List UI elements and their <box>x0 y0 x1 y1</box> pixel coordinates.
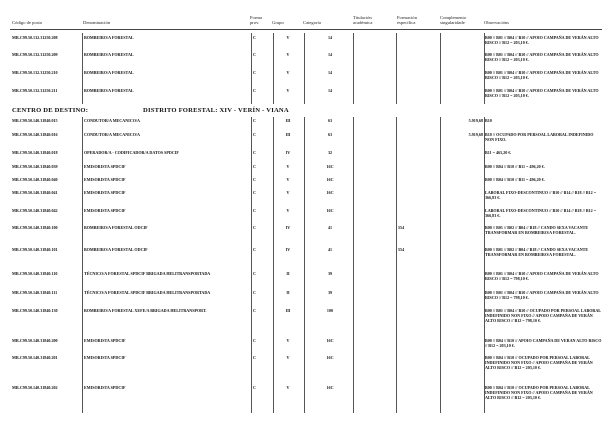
cell-grupo: V <box>286 52 290 57</box>
cell-forma: C <box>253 190 256 195</box>
cell-denominacion: EMISORISTA SPDCIF <box>84 208 126 213</box>
cell-code: MR.C99.50.132.31250.209 <box>12 52 58 57</box>
column-divider <box>304 33 305 104</box>
cell-formacion: 554 <box>398 247 405 252</box>
cell-forma: C <box>253 150 256 155</box>
cell-categoria: 16C <box>326 385 334 390</box>
cell-forma: C <box>253 208 256 213</box>
cell-denominacion: BOMBEIRO/A FORESTAL <box>84 35 134 40</box>
column-divider <box>304 117 305 413</box>
column-divider <box>440 117 441 413</box>
cell-code: MR.C99.50.140.31840.018 <box>12 150 58 155</box>
cell-code: MR.C99.50.140.31840.110 <box>12 271 58 276</box>
cell-categoria: 16C <box>326 164 334 169</box>
cell-observacions: B10 <box>485 118 492 123</box>
cell-code: MR.C99.50.140.31840.041 <box>12 190 58 195</box>
cell-denominacion: EMISORISTA SPDCIF <box>84 190 126 195</box>
cell-categoria: 16C <box>326 177 334 182</box>
cell-grupo: V <box>286 70 290 75</box>
cell-formacion: 554 <box>398 225 405 230</box>
cell-grupo: V <box>286 385 290 390</box>
column-divider <box>353 117 354 413</box>
cell-grupo: III <box>285 132 291 137</box>
cell-categoria: 100 <box>326 308 334 313</box>
column-divider <box>251 33 252 104</box>
cell-code: MR.C99.50.140.31840.039 <box>12 164 58 169</box>
cell-categoria: 63 <box>327 132 333 137</box>
cell-observacions: B00 // B04 // B10 // B11 = 496,20 €. <box>485 177 545 182</box>
cell-categoria: 39 <box>327 271 333 276</box>
cell-code: MR.C99.50.140.31840.016 <box>12 132 58 137</box>
column-divider <box>396 117 397 413</box>
cell-forma: C <box>253 308 256 313</box>
cell-observacions: B00 // B01 // B04 // B10 // APOIO CAMPAÑA DE VERÁN ALTO RISCO // B12 = 203,10 €. <box>485 52 599 62</box>
cell-code: MR.C99.50.140.31840.100 <box>12 225 58 230</box>
cell-forma: C <box>253 88 256 93</box>
cell-observacions: B00 // B01 // B02 // B04 // B18 // CANDO SEXA VACANTE TRANSFORMAR EN BOMBEIRO/A FORESTAL. <box>485 225 589 235</box>
column-divider <box>353 33 354 104</box>
cell-code: MR.C99.50.140.31840.200 <box>12 338 58 343</box>
cell-grupo: III <box>285 308 291 313</box>
cell-categoria: 32 <box>327 150 333 155</box>
cell-complemento: 5.919,68 <box>468 132 483 137</box>
cell-grupo: V <box>286 35 290 40</box>
cell-denominacion: TÉCNICO/A FORESTAL SPDCIF BRIGADA HELITRANSPORTADA <box>84 290 211 295</box>
cell-denominacion: EMISORISTA SPDCIF <box>84 164 126 169</box>
cell-denominacion: TÉCNICO/A FORESTAL SPDCIF BRIGADA HELITRANSPORTADA <box>84 271 211 276</box>
cell-denominacion: CONDUTOR/A MECANICO/A <box>84 118 140 123</box>
header-titulacion: Titulación académica <box>353 15 373 25</box>
cell-categoria: 14 <box>327 35 333 40</box>
cell-categoria: 16C <box>326 355 334 360</box>
cell-denominacion: BOMBEIRO/A FORESTAL ODCIF <box>84 247 148 252</box>
cell-grupo: IV <box>285 150 291 155</box>
column-divider <box>273 117 274 413</box>
cell-observacions: B00 // B04 // B10 // APOIO CAMPAÑA DE VERAN ALTO RISCO // B12 = 203,10 €. <box>485 338 602 348</box>
cell-code: MR.C99.50.140.31840.101 <box>12 247 58 252</box>
cell-grupo: V <box>286 88 290 93</box>
cell-denominacion: BOMBEIRO/A FORESTAL ODCIF <box>84 225 148 230</box>
cell-grupo: IV <box>285 225 291 230</box>
cell-grupo: IV <box>285 247 291 252</box>
column-divider <box>440 33 441 104</box>
cell-forma: C <box>253 132 256 137</box>
cell-code: MR.C99.50.140.31840.202 <box>12 385 58 390</box>
cell-denominacion: BOMBEIRO/A FORESTAL <box>84 52 134 57</box>
cell-denominacion: EMISORISTA SPDCIF <box>84 338 126 343</box>
cell-forma: C <box>253 35 256 40</box>
cell-code: MR.C99.50.140.31840.040 <box>12 177 58 182</box>
header-formacion: Formación específica <box>397 15 417 25</box>
header-observacions: Observacións <box>484 20 510 25</box>
cell-denominacion: EMISORISTA SPDCIF <box>84 355 126 360</box>
header-grupo: Grupo <box>272 20 284 25</box>
cell-observacions: LABORAL FIXO-DESCONTINUO // B10 // B14 // B18 // B12 = 366,83 €. <box>485 208 597 218</box>
cell-denominacion: EMISORISTA SPDCIF <box>84 177 126 182</box>
section-destination: DISTRITO FORESTAL: XIV - VERÍN - VIANA <box>143 107 289 114</box>
cell-grupo: V <box>286 177 290 182</box>
cell-categoria: 16C <box>326 190 334 195</box>
cell-categoria: 16C <box>326 208 334 213</box>
cell-observacions: B00 // B01 // B02 // B04 // B18 // CANDO SEXA VACANTE TRANSFORMAR EN BOMBEIRO/A FORESTAL. <box>485 247 589 257</box>
column-divider <box>82 117 83 413</box>
cell-code: MR.C99.50.132.31250.210 <box>12 70 58 75</box>
cell-grupo: II <box>286 271 290 276</box>
cell-observacions: B00 // B01 // B04 // B10 // APOIO CAMPAÑA DE VERÁN ALTO RISCO // B12 = 203,10 €. <box>485 88 599 98</box>
cell-categoria: 14 <box>327 52 333 57</box>
cell-forma: C <box>253 271 256 276</box>
cell-grupo: V <box>286 164 290 169</box>
cell-categoria: 41 <box>327 247 333 252</box>
cell-observacions: LABORAL FIXO-DESCONTINUO // B10 // B14 // B18 // B12 = 366,83 €. <box>485 190 597 200</box>
cell-forma: C <box>253 338 256 343</box>
cell-forma: C <box>253 118 256 123</box>
cell-forma: C <box>253 385 256 390</box>
header-rule <box>10 29 602 30</box>
cell-code: MR.C99.50.132.31250.208 <box>12 35 58 40</box>
cell-code: MR.C99.50.140.31840.015 <box>12 118 58 123</box>
header-complemento: Complemento singularidade <box>440 15 467 25</box>
header-categoria: Categoría <box>303 20 321 25</box>
cell-observacions: B00 // B04 // B10 // B11 = 496,20 €. <box>485 164 545 169</box>
cell-code: MR.C99.50.140.31840.201 <box>12 355 58 360</box>
cell-forma: C <box>253 164 256 169</box>
cell-grupo: III <box>285 118 291 123</box>
cell-observacions: B00 // B01 // B04 // B10 // APOIO CAMPAÑA DE VERÁN ALTO RISCO // B12 = 203,10 €. <box>485 35 599 45</box>
cell-categoria: 39 <box>327 290 333 295</box>
cell-complemento: 5.919,68 <box>468 118 483 123</box>
cell-categoria: 16C <box>326 338 334 343</box>
column-divider <box>273 33 274 104</box>
cell-categoria: 63 <box>327 118 333 123</box>
cell-grupo: II <box>286 290 290 295</box>
cell-denominacion: CONDUTOR/A MECANICO/A <box>84 132 140 137</box>
cell-observacions: B10 // OCUPADO POR PERSOAL LABORAL INDEFINIDO NON FIXO. <box>485 132 594 142</box>
cell-forma: C <box>253 177 256 182</box>
cell-observacions: B00 // B01 // B04 // B10 // APOIO CAMPAÑA DE VERÁN ALTO RISCO // B12 = 203,10 €. <box>485 70 599 80</box>
column-divider <box>396 33 397 104</box>
header-forma: Forma prov. <box>250 15 262 25</box>
cell-forma: C <box>253 290 256 295</box>
cell-grupo: V <box>286 208 290 213</box>
cell-denominacion: BOMBEIRO/A FORESTAL XEFE/A BRIGADA HELITRANSPORT. <box>84 308 207 313</box>
header-codigo: Código de posto <box>12 20 43 25</box>
cell-code: MR.C99.50.140.31840.042 <box>12 208 58 213</box>
header-denominacion: Denominación <box>83 20 111 25</box>
column-divider <box>251 117 252 413</box>
cell-code: MR.C99.50.132.31250.211 <box>12 88 58 93</box>
cell-grupo: V <box>286 190 290 195</box>
cell-denominacion: BOMBEIRO/A FORESTAL <box>84 70 134 75</box>
cell-categoria: 14 <box>327 88 333 93</box>
cell-denominacion: BOMBEIRO/A FORESTAL <box>84 88 134 93</box>
cell-categoria: 14 <box>327 70 333 75</box>
cell-observacions: B00 // B01 // B04 // B10 // APOIO CAMPAÑA DE VERÁN ALTO RISCO // B12 = 798,10 €. <box>485 271 599 281</box>
cell-observacions: B00 // B04 // B10 // OCUPADO POR PERSOAL LABORAL INDEFINIDO NON FIXO // APOIO CAMPAÑA DE VERÁN ALTO RISCO // B12 = 203,10 €. <box>485 385 593 400</box>
section-label: CENTRO DE DESTINO: <box>12 107 89 114</box>
cell-forma: C <box>253 225 256 230</box>
cell-denominacion: OPERADOR/A - CODIFICADOR/A DATOS SPDCIF <box>84 150 179 155</box>
cell-observacions: B00 // B01 // B04 // B10 // APOIO CAMPAÑA DE VERÁN ALTO RISCO // B12 = 798,10 €. <box>485 290 599 300</box>
column-divider <box>82 33 83 104</box>
cell-forma: C <box>253 70 256 75</box>
cell-categoria: 41 <box>327 225 333 230</box>
cell-observacions: B00 // B01 // B04 // B10 // OCUPADO POR PERSOAL LABORAL INDEFINIDO NON FIXO // APOIO CAMPAÑA DE VERÁN ALTO RISCO // B12 = 798,10 €. <box>485 308 601 323</box>
cell-forma: C <box>253 355 256 360</box>
cell-observacions: B00 // B04 // B10 // OCUPADO POR PERSOAL LABORAL INDEFINIDO NON FIXO // APOIO CAMPAÑA DE VERÁN ALTO RISCO // B12 = 203,10 €. <box>485 355 593 370</box>
cell-code: MR.C99.50.140.31840.111 <box>12 290 58 295</box>
cell-forma: C <box>253 52 256 57</box>
cell-observacions: B11 = 465,20 €. <box>485 150 512 155</box>
cell-grupo: V <box>286 338 290 343</box>
cell-denominacion: EMISORISTA SPDCIF <box>84 385 126 390</box>
cell-code: MR.C99.50.140.31840.130 <box>12 308 58 313</box>
cell-forma: C <box>253 247 256 252</box>
cell-grupo: V <box>286 355 290 360</box>
